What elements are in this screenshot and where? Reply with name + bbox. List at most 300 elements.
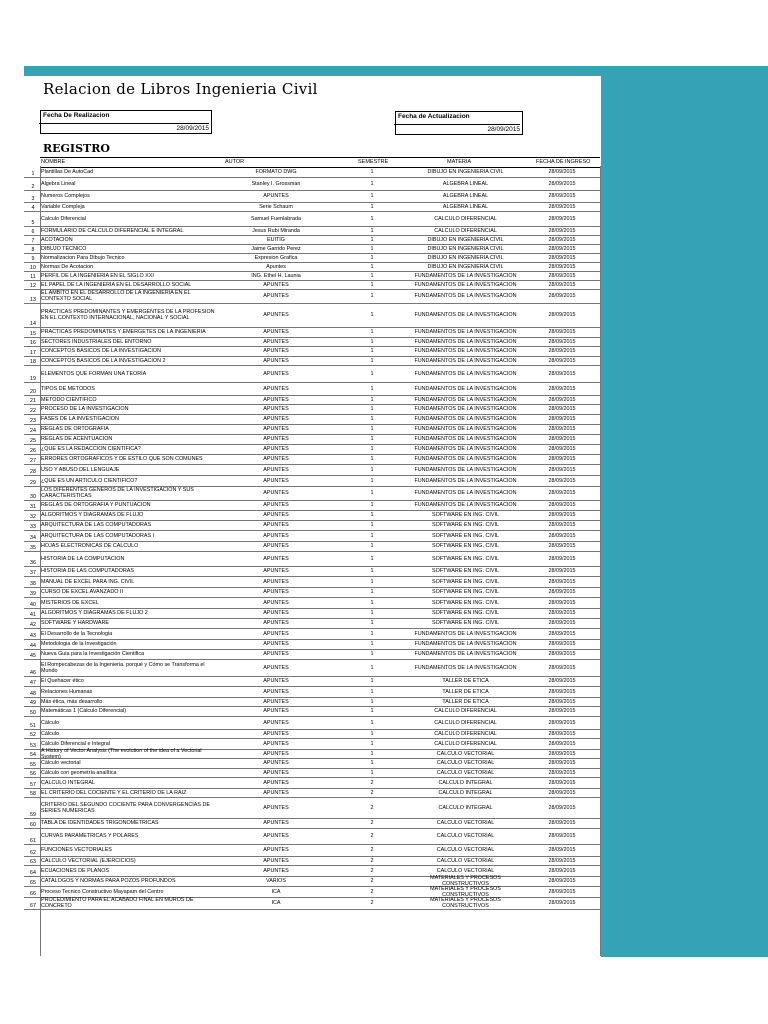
book-name[interactable]: Metodologia de la Investigación xyxy=(41,641,117,647)
row-number[interactable]: 3 xyxy=(31,196,35,202)
book-author[interactable]: EUITIG xyxy=(267,236,285,243)
book-subject[interactable]: FUNDAMENTOS DE LA INVESTIGACION xyxy=(414,436,517,442)
book-date[interactable]: 28/09/2015 xyxy=(548,760,576,766)
book-name[interactable]: CALCULO INTEGRAL xyxy=(41,779,95,786)
row-number[interactable]: 1 xyxy=(31,171,35,177)
book-author[interactable]: Stanley I. Grossman xyxy=(251,180,301,187)
book-date[interactable]: 28/09/2015 xyxy=(548,180,576,187)
book-semester[interactable]: 2 xyxy=(370,820,374,826)
book-subject[interactable]: FUNDAMENTOS DE LA INVESTIGACION xyxy=(414,396,517,403)
book-date[interactable]: 28/09/2015 xyxy=(548,555,576,562)
book-author[interactable]: APUNTES xyxy=(263,357,289,364)
book-date[interactable]: 28/09/2015 xyxy=(548,263,576,270)
book-subject[interactable]: SOFTWARE EN ING. CIVIL xyxy=(432,599,499,606)
book-name[interactable]: PROCEDIMIENTO PARA EL ACABADO FINAL EN MUROS DE CONCRETO xyxy=(41,897,194,909)
book-name[interactable]: Cálculo vectorial xyxy=(41,760,81,766)
book-semester[interactable]: 1 xyxy=(370,543,374,549)
book-date[interactable]: 28/09/2015 xyxy=(548,688,576,695)
row-number[interactable]: 25 xyxy=(30,438,36,444)
book-date[interactable]: 28/09/2015 xyxy=(548,227,576,234)
book-subject[interactable]: FUNDAMENTOS DE LA INVESTIGACION xyxy=(414,502,517,508)
row-number[interactable]: 45 xyxy=(30,653,36,659)
book-date[interactable]: 28/09/2015 xyxy=(548,272,576,279)
row-number[interactable]: 60 xyxy=(30,822,36,828)
table-row[interactable] xyxy=(24,289,601,304)
book-name[interactable]: FORMULARIO DE CALCULO DIFERENCIAL E INTEGRAL xyxy=(41,227,184,234)
book-author[interactable]: APUNTES xyxy=(263,522,289,528)
row-number[interactable]: 49 xyxy=(30,700,36,706)
book-name[interactable]: TIPOS DE METODOS xyxy=(41,385,95,392)
book-name[interactable]: ELEMENTOS QUE FORMAN UNA TEORIA xyxy=(41,370,147,377)
book-semester[interactable]: 1 xyxy=(370,263,374,270)
book-author[interactable]: APUNTES xyxy=(263,857,289,864)
book-subject[interactable]: SOFTWARE EN ING. CIVIL xyxy=(432,532,499,539)
book-author[interactable]: APUNTES xyxy=(263,760,289,766)
book-date[interactable]: 28/09/2015 xyxy=(548,193,576,199)
book-name[interactable]: Numeros Complejos xyxy=(41,193,90,199)
row-number[interactable]: 5 xyxy=(31,220,35,226)
book-date[interactable]: 28/09/2015 xyxy=(548,168,576,175)
book-date[interactable]: 28/09/2015 xyxy=(548,651,576,657)
book-date[interactable]: 28/09/2015 xyxy=(548,512,576,518)
book-date[interactable]: 28/09/2015 xyxy=(548,789,576,796)
book-name[interactable]: PRACTICAS PREDOMINATES Y EMERGETES DE LA INGENIERIA xyxy=(41,329,206,335)
book-name[interactable]: ALGORITMOS Y DIAGRAMAS DE FLUJO xyxy=(41,512,144,518)
row-number[interactable]: 57 xyxy=(30,782,36,788)
row-number[interactable]: 36 xyxy=(30,560,36,566)
row-number[interactable]: 44 xyxy=(30,643,36,649)
book-date[interactable]: 28/09/2015 xyxy=(548,357,576,364)
book-subject[interactable]: DIBUJO EN INGENIERIA CIVIL xyxy=(427,236,504,243)
book-name[interactable]: Proceso Tecnico Constructivo Mayapam del Centro xyxy=(41,888,164,895)
book-author[interactable]: APUNTES xyxy=(263,385,289,392)
book-semester[interactable]: 1 xyxy=(370,502,374,508)
book-subject[interactable]: TALLER DE ETICA xyxy=(442,688,489,695)
book-name[interactable]: CALCULO VECTORIAL (EJERCICIOS) xyxy=(41,857,136,864)
book-name[interactable]: El Quehacer ético xyxy=(41,678,84,684)
book-name[interactable]: DIBUJO TECNICO xyxy=(41,245,87,252)
book-subject[interactable]: CALCULO VECTORIAL xyxy=(436,769,495,776)
book-semester[interactable]: 1 xyxy=(370,708,374,714)
book-name[interactable]: Normalizacion Para Dibujo Tecnico xyxy=(41,254,125,261)
row-number[interactable]: 58 xyxy=(30,791,36,797)
book-semester[interactable]: 1 xyxy=(370,532,374,539)
book-date[interactable]: 28/09/2015 xyxy=(548,436,576,442)
row-number[interactable]: 51 xyxy=(30,723,36,729)
book-semester[interactable]: 1 xyxy=(370,620,374,626)
book-author[interactable]: APUNTES xyxy=(263,740,289,747)
book-name[interactable]: TABLA DE IDENTIDADES TRIGONOMETRICAS xyxy=(41,820,159,826)
book-subject[interactable]: FUNDAMENTOS DE LA INVESTIGACION xyxy=(414,466,517,473)
row-number[interactable]: 4 xyxy=(31,205,35,211)
book-subject[interactable]: FUNDAMENTOS DE LA INVESTIGACION xyxy=(414,446,517,452)
book-date[interactable]: 28/09/2015 xyxy=(548,426,576,432)
fecha-actualizacion-value[interactable]: 28/09/2015 xyxy=(394,124,520,133)
book-date[interactable]: 28/09/2015 xyxy=(548,678,576,684)
book-name[interactable]: ACOTACION xyxy=(41,236,73,243)
book-semester[interactable]: 1 xyxy=(370,329,374,335)
book-date[interactable]: 28/09/2015 xyxy=(548,568,576,574)
book-name[interactable]: MISTERIOS DE EXCEL xyxy=(41,599,99,606)
book-semester[interactable]: 1 xyxy=(370,168,374,175)
book-semester[interactable]: 1 xyxy=(370,589,374,595)
book-date[interactable]: 28/09/2015 xyxy=(548,820,576,826)
book-author[interactable]: APUNTES xyxy=(263,416,289,422)
book-semester[interactable]: 1 xyxy=(370,203,374,210)
book-subject[interactable]: DIBUJO EN INGENIERIA CIVIL xyxy=(427,168,504,175)
book-semester[interactable]: 1 xyxy=(370,555,374,562)
row-number[interactable]: 29 xyxy=(30,480,36,486)
book-author[interactable]: APUNTES xyxy=(263,456,289,462)
book-date[interactable]: 28/09/2015 xyxy=(548,543,576,549)
book-date[interactable]: 28/09/2015 xyxy=(548,406,576,412)
book-date[interactable]: 28/09/2015 xyxy=(548,293,576,299)
book-date[interactable]: 28/09/2015 xyxy=(548,708,576,714)
book-date[interactable]: 28/09/2015 xyxy=(548,348,576,354)
table-row[interactable] xyxy=(24,303,601,328)
book-semester[interactable]: 1 xyxy=(370,719,374,726)
book-author[interactable]: APUNTES xyxy=(263,370,289,377)
book-date[interactable]: 28/09/2015 xyxy=(548,312,576,318)
book-subject[interactable]: FUNDAMENTOS DE LA INVESTIGACION xyxy=(414,312,517,318)
row-number[interactable]: 10 xyxy=(30,265,36,271)
book-author[interactable]: APUNTES xyxy=(263,338,289,345)
book-subject[interactable]: FUNDAMENTOS DE LA INVESTIGACION xyxy=(414,477,517,484)
table-row[interactable] xyxy=(24,211,601,227)
book-subject[interactable]: CALCULO INTEGRAL xyxy=(438,779,493,786)
fecha-realizacion-value[interactable]: 28/09/2015 xyxy=(39,123,209,132)
book-date[interactable]: 28/09/2015 xyxy=(548,664,576,671)
row-number[interactable]: 11 xyxy=(30,274,36,280)
book-semester[interactable]: 2 xyxy=(370,779,374,786)
book-semester[interactable]: 1 xyxy=(370,245,374,252)
book-author[interactable]: APUNTES xyxy=(263,466,289,473)
book-semester[interactable]: 1 xyxy=(370,293,374,299)
row-number[interactable]: 12 xyxy=(30,283,36,289)
row-number[interactable]: 43 xyxy=(30,633,36,639)
row-number[interactable]: 13 xyxy=(30,297,36,303)
book-semester[interactable]: 1 xyxy=(370,385,374,392)
book-author[interactable]: APUNTES xyxy=(263,512,289,518)
book-name[interactable]: HISTORIA DE LA COMPUTACION xyxy=(41,555,125,562)
book-subject[interactable]: CALCULO DIFERENCIAL xyxy=(434,730,497,737)
book-name[interactable]: EL CRITERIO DEL COCIENTE Y EL CRITERIO DE LA RAIZ xyxy=(41,789,187,796)
book-author[interactable]: APUNTES xyxy=(263,532,289,539)
book-date[interactable]: 28/09/2015 xyxy=(548,446,576,452)
table-row[interactable] xyxy=(24,486,601,501)
column-header-autor[interactable]: AUTOR xyxy=(225,159,245,165)
book-name[interactable]: SECTORES INDUSTRIALES DEL ENTORNO xyxy=(41,338,152,345)
book-subject[interactable]: ALGEBRA LINEAL xyxy=(442,193,489,199)
book-name[interactable]: ARQUITECTURA DE LAS COMPUTADORAS xyxy=(41,522,152,528)
book-name[interactable]: Cálculo xyxy=(41,719,59,726)
book-subject[interactable]: FUNDAMENTOS DE LA INVESTIGACION xyxy=(414,651,517,657)
book-name[interactable]: MANUAL DE EXCEL PARA ING. CIVIL xyxy=(41,578,135,585)
book-name[interactable]: Normas De Acotacion xyxy=(41,263,94,270)
book-semester[interactable]: 1 xyxy=(370,312,374,318)
book-author[interactable]: APUNTES xyxy=(263,730,289,737)
book-name[interactable]: CONCEPTOS BASICOS DE LA INVESTIGACION xyxy=(41,348,162,354)
book-name[interactable]: ¿QUE ES LA REDACCION CIENTIFICA? xyxy=(41,446,141,452)
book-name[interactable]: El Rompecabezas de la Ingenieria. porqué y Cómo se Transforma el Mundo xyxy=(41,661,205,674)
table-row[interactable] xyxy=(24,365,601,383)
book-date[interactable]: 28/09/2015 xyxy=(548,847,576,853)
book-semester[interactable]: 1 xyxy=(370,688,374,695)
book-semester[interactable]: 1 xyxy=(370,416,374,422)
table-row[interactable] xyxy=(24,716,601,730)
book-subject[interactable]: FUNDAMENTOS DE LA INVESTIGACION xyxy=(414,664,517,671)
book-semester[interactable]: 2 xyxy=(370,867,374,874)
book-subject[interactable]: CALCULO DIFERENCIAL xyxy=(434,215,497,222)
row-number[interactable]: 18 xyxy=(30,359,36,365)
book-author[interactable]: APUNTES xyxy=(263,779,289,786)
book-author[interactable]: APUNTES xyxy=(263,426,289,432)
row-number[interactable]: 39 xyxy=(30,591,36,597)
book-subject[interactable]: SOFTWARE EN ING. CIVIL xyxy=(432,522,499,528)
book-semester[interactable]: 1 xyxy=(370,730,374,737)
book-name[interactable]: ECUACIONES DE PLANOS xyxy=(41,867,109,874)
row-number[interactable]: 20 xyxy=(30,389,36,395)
book-semester[interactable]: 1 xyxy=(370,227,374,234)
row-number[interactable]: 38 xyxy=(30,581,36,587)
book-subject[interactable]: DIBUJO EN INGENIERIA CIVIL xyxy=(427,245,504,252)
row-number[interactable]: 8 xyxy=(31,247,35,253)
row-number[interactable]: 56 xyxy=(30,771,36,777)
book-author[interactable]: APUNTES xyxy=(263,847,289,853)
book-author[interactable]: Jesus Rubi Miranda xyxy=(252,227,300,234)
book-semester[interactable]: 1 xyxy=(370,740,374,747)
book-name[interactable]: EL PAPEL DE LA INGENIERIA EN EL DESARROLLO SOCIAL xyxy=(41,281,192,288)
book-semester[interactable]: 1 xyxy=(370,641,374,647)
book-subject[interactable]: CALCULO DIFERENCIAL xyxy=(434,719,497,726)
row-number[interactable]: 66 xyxy=(30,891,36,897)
book-name[interactable]: CRITERIO DEL SEGUNDO COCIENTE PARA CONVERGENCIAS DE SERIES NUMERICAS xyxy=(41,801,210,814)
book-date[interactable]: 28/09/2015 xyxy=(548,730,576,737)
book-author[interactable]: APUNTES xyxy=(263,589,289,595)
book-author[interactable]: FORMATO DWG xyxy=(255,168,297,175)
book-date[interactable]: 28/09/2015 xyxy=(548,698,576,705)
book-author[interactable]: APUNTES xyxy=(263,719,289,726)
book-name[interactable]: Algebra Lineal xyxy=(41,180,76,187)
book-semester[interactable]: 1 xyxy=(370,599,374,606)
book-name[interactable]: USO Y ABUSO DEL LENGUAJE xyxy=(41,466,120,473)
book-name[interactable]: El Desarrollo de la Tecnologia xyxy=(41,630,113,637)
book-name[interactable]: ¿QUE ES UN ARTICULO CIENTIFICO? xyxy=(41,477,138,484)
book-name[interactable]: Cálculo Diferencial e Integral xyxy=(41,740,110,747)
row-number[interactable]: 27 xyxy=(30,458,36,464)
book-semester[interactable]: 1 xyxy=(370,568,374,574)
book-subject[interactable]: CALCULO VECTORIAL xyxy=(436,867,495,874)
row-number[interactable]: 7 xyxy=(31,238,35,244)
book-semester[interactable]: 1 xyxy=(370,456,374,462)
table-row[interactable] xyxy=(24,797,601,819)
book-semester[interactable]: 1 xyxy=(370,180,374,187)
book-date[interactable]: 28/09/2015 xyxy=(548,779,576,786)
book-author[interactable]: APUNTES xyxy=(263,750,289,757)
book-subject[interactable]: SOFTWARE EN ING. CIVIL xyxy=(432,512,499,518)
column-header-semestre[interactable]: SEMESTRE xyxy=(358,159,389,165)
book-subject[interactable]: DIBUJO EN INGENIERIA CIVIL xyxy=(427,254,504,261)
book-date[interactable]: 28/09/2015 xyxy=(548,599,576,606)
row-number[interactable]: 17 xyxy=(30,350,36,356)
book-author[interactable]: APUNTES xyxy=(263,436,289,442)
row-number[interactable]: 37 xyxy=(30,570,36,576)
book-date[interactable]: 28/09/2015 xyxy=(548,456,576,462)
row-number[interactable]: 33 xyxy=(30,524,36,530)
book-date[interactable]: 28/09/2015 xyxy=(548,370,576,377)
book-subject[interactable]: CALCULO VECTORIAL xyxy=(436,820,495,826)
book-author[interactable]: APUNTES xyxy=(263,348,289,354)
row-number[interactable]: 19 xyxy=(30,376,36,382)
book-author[interactable]: APUNTES xyxy=(263,610,289,616)
book-author[interactable]: APUNTES xyxy=(263,804,289,811)
book-author[interactable]: Samuel Fuenlabrada xyxy=(250,215,302,222)
book-author[interactable]: APUNTES xyxy=(263,867,289,874)
book-date[interactable]: 28/09/2015 xyxy=(548,750,576,757)
book-subject[interactable]: DIBUJO EN INGENIERIA CIVIL xyxy=(427,263,504,270)
table-row[interactable] xyxy=(24,659,601,677)
book-name[interactable]: Nueva Guia para la Investigación Cientifica xyxy=(41,651,145,657)
book-subject[interactable]: CALCULO VECTORIAL xyxy=(436,857,495,864)
row-number[interactable]: 50 xyxy=(30,710,36,716)
row-number[interactable]: 46 xyxy=(30,670,36,676)
book-semester[interactable]: 1 xyxy=(370,236,374,243)
book-date[interactable]: 28/09/2015 xyxy=(548,620,576,626)
row-number[interactable]: 28 xyxy=(30,469,36,475)
book-name[interactable]: REGLAS DE ORTOGRAFIA Y PUNTUACION xyxy=(41,502,151,508)
book-subject[interactable]: CALCULO VECTORIAL xyxy=(436,750,495,757)
book-date[interactable]: 28/09/2015 xyxy=(548,254,576,261)
book-semester[interactable]: 1 xyxy=(370,436,374,442)
book-author[interactable]: ING. Ethel H. Launia xyxy=(251,272,301,279)
book-name[interactable]: PRACTICAS PREDOMINANTES Y EMERGENTES DE LA PROFESION EN EL CONTEXTO INTERNACIONAL, NACIONAL Y SOCIAL xyxy=(41,309,215,321)
book-author[interactable]: APUNTES xyxy=(263,789,289,796)
book-semester[interactable]: 2 xyxy=(370,804,374,811)
row-number[interactable]: 47 xyxy=(30,680,36,686)
book-subject[interactable]: SOFTWARE EN ING. CIVIL xyxy=(432,610,499,616)
book-semester[interactable]: 1 xyxy=(370,396,374,403)
row-number[interactable]: 34 xyxy=(30,535,36,541)
book-author[interactable]: APUNTES xyxy=(263,406,289,412)
book-semester[interactable]: 2 xyxy=(370,847,374,853)
book-subject[interactable]: FUNDAMENTOS DE LA INVESTIGACION xyxy=(414,338,517,345)
book-author[interactable]: APUNTES xyxy=(263,312,289,318)
book-name[interactable]: Relaciones Humanas xyxy=(41,688,93,695)
book-subject[interactable]: SOFTWARE EN ING. CIVIL xyxy=(432,589,499,595)
book-date[interactable]: 28/09/2015 xyxy=(548,466,576,473)
row-number[interactable]: 30 xyxy=(30,494,36,500)
book-date[interactable]: 28/09/2015 xyxy=(548,502,576,508)
book-subject[interactable]: TALLER DE ETICA xyxy=(442,678,489,684)
row-number[interactable]: 2 xyxy=(31,184,35,190)
row-number[interactable]: 55 xyxy=(30,762,36,768)
book-name[interactable]: CURVAS PARAMETRICAS Y POLARES xyxy=(41,833,139,839)
book-author[interactable]: APUNTES xyxy=(263,193,289,199)
book-date[interactable]: 28/09/2015 xyxy=(548,888,576,895)
book-date[interactable]: 28/09/2015 xyxy=(548,396,576,403)
book-semester[interactable]: 2 xyxy=(370,878,374,884)
book-name[interactable]: ERRORES ORTOGRAFICOS Y DE ESTILO QUE SON COMUNES xyxy=(41,456,203,462)
row-number[interactable]: 15 xyxy=(30,331,36,337)
book-name[interactable]: REGLAS DE ACENTUACION xyxy=(41,436,113,442)
book-semester[interactable]: 1 xyxy=(370,272,374,279)
book-author[interactable]: APUNTES xyxy=(263,698,289,705)
row-number[interactable]: 59 xyxy=(30,812,36,818)
book-date[interactable]: 28/09/2015 xyxy=(548,867,576,874)
book-date[interactable]: 28/09/2015 xyxy=(548,245,576,252)
book-author[interactable]: APUNTES xyxy=(263,490,289,496)
book-author[interactable]: APUNTES xyxy=(263,568,289,574)
book-semester[interactable]: 2 xyxy=(370,833,374,839)
book-name[interactable]: ARQUITECTURA DE LAS COMPUTADORAS I xyxy=(41,532,155,539)
book-subject[interactable]: FUNDAMENTOS DE LA INVESTIGACION xyxy=(414,293,517,299)
book-name[interactable]: REGLAS DE ORTOGRAFIA xyxy=(41,426,109,432)
book-name[interactable]: Cálculo xyxy=(41,730,59,737)
book-name[interactable]: LOS DIFERENTES GENEROS DE LA INVESTIGACION Y SUS CARACTERISTICAS xyxy=(41,487,194,499)
row-number[interactable]: 67 xyxy=(30,903,36,909)
row-number[interactable]: 52 xyxy=(30,732,36,738)
book-name[interactable]: SOFTWARE Y HARDWARE xyxy=(41,620,109,626)
book-subject[interactable]: SOFTWARE EN ING. CIVIL xyxy=(432,578,499,585)
table-row[interactable] xyxy=(24,551,601,567)
book-name[interactable]: CONCEPTOS BASICOS DE LA INVESTIGACION 2 xyxy=(41,357,166,364)
book-subject[interactable]: FUNDAMENTOS DE LA INVESTIGACION xyxy=(414,385,517,392)
table-row[interactable] xyxy=(24,897,601,910)
book-name[interactable]: ALGORITMOS Y DIAGRAMAS DE FLUJO 2 xyxy=(41,610,148,616)
book-semester[interactable]: 1 xyxy=(370,254,374,261)
book-author[interactable]: Serie Schaum xyxy=(259,203,293,210)
book-semester[interactable]: 1 xyxy=(370,357,374,364)
book-date[interactable]: 28/09/2015 xyxy=(548,532,576,539)
book-name[interactable]: HISTORIA DE LAS COMPUTADORAS xyxy=(41,568,134,574)
row-number[interactable]: 48 xyxy=(30,691,36,697)
book-author[interactable]: APUNTES xyxy=(263,477,289,484)
book-semester[interactable]: 1 xyxy=(370,426,374,432)
row-number[interactable]: 6 xyxy=(31,229,35,235)
book-subject[interactable]: CALCULO DIFERENCIAL xyxy=(434,227,497,234)
row-number[interactable]: 42 xyxy=(30,622,36,628)
book-author[interactable]: APUNTES xyxy=(263,678,289,684)
book-subject[interactable]: FUNDAMENTOS DE LA INVESTIGACION xyxy=(414,641,517,647)
book-semester[interactable]: 1 xyxy=(370,193,374,199)
book-subject[interactable]: FUNDAMENTOS DE LA INVESTIGACION xyxy=(414,416,517,422)
book-author[interactable]: APUNTES xyxy=(263,281,289,288)
row-number[interactable]: 21 xyxy=(30,398,36,404)
row-number[interactable]: 32 xyxy=(30,514,36,520)
book-date[interactable]: 28/09/2015 xyxy=(548,630,576,637)
book-subject[interactable]: CALCULO DIFERENCIAL xyxy=(434,708,497,714)
book-date[interactable]: 28/09/2015 xyxy=(548,416,576,422)
book-author[interactable]: APUNTES xyxy=(263,833,289,839)
book-subject[interactable]: ALGEBRA LINEAL xyxy=(442,203,489,210)
book-subject[interactable]: SOFTWARE EN ING. CIVIL xyxy=(432,568,499,574)
book-semester[interactable]: 2 xyxy=(370,857,374,864)
book-subject[interactable]: SOFTWARE EN ING. CIVIL xyxy=(432,555,499,562)
book-subject[interactable]: CALCULO VECTORIAL xyxy=(436,847,495,853)
book-semester[interactable]: 1 xyxy=(370,348,374,354)
book-semester[interactable]: 1 xyxy=(370,664,374,671)
book-author[interactable]: APUNTES xyxy=(263,630,289,637)
book-author[interactable]: APUNTES xyxy=(263,769,289,776)
book-author[interactable]: APUNTES xyxy=(263,708,289,714)
book-author[interactable]: Expresion Grafica xyxy=(254,254,298,261)
book-date[interactable]: 28/09/2015 xyxy=(548,740,576,747)
book-date[interactable]: 28/09/2015 xyxy=(548,490,576,496)
book-semester[interactable]: 1 xyxy=(370,490,374,496)
book-semester[interactable]: 1 xyxy=(370,630,374,637)
book-date[interactable]: 28/09/2015 xyxy=(548,203,576,210)
book-date[interactable]: 28/09/2015 xyxy=(548,477,576,484)
